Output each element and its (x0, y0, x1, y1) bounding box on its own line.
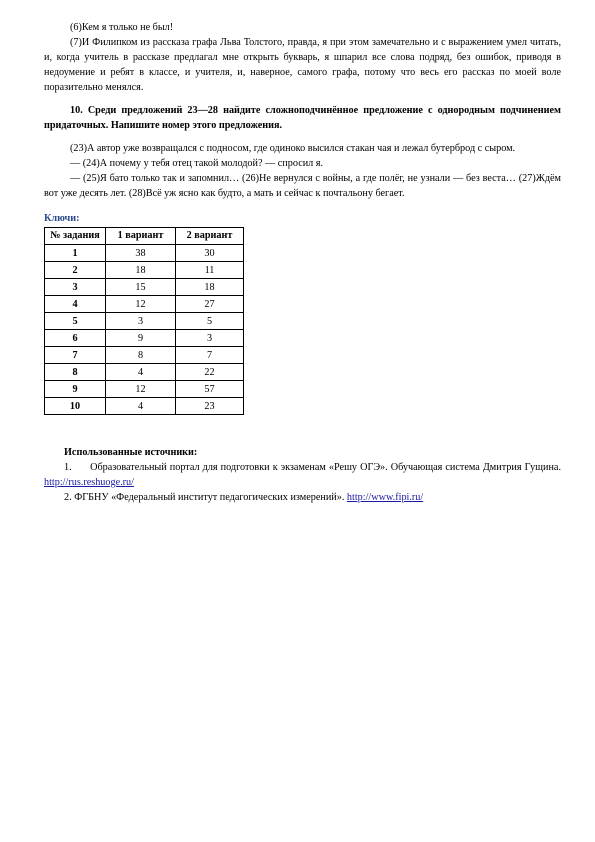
table-row (45, 296, 244, 313)
table-row (45, 398, 244, 415)
cell-task-number: 10 (45, 398, 106, 415)
passage-25-28: — (25)Я бато только так и запомнил… (26)Не вернулся с войны, а где полёг, не узнали — без веста… (27)Ждём вот уже десять лет. (28)Всё уж ясно как будто, а мать и сейчас к почтальону бегает. (44, 173, 561, 199)
source-item-2-text: 2. ФГБНУ «Федеральный институт педагогических измерений». (64, 492, 345, 503)
cell-variant-1: 3 (106, 313, 176, 330)
text-paragraph-7: (7)И Филипком из рассказа графа Льва Толстого, правда, я при этом замечательно и с выражением умел читать, и, когда учитель в рассказе предлагал мне открыть букварь, я шпарил все слова подряд, без ошибок, приводя в недоумение и ребят в классе, и учителя, и, наверное, самого графа, потому что весь его рассказ по моей воле поразительно менялся. (44, 37, 561, 93)
cell-variant-2: 18 (176, 279, 244, 296)
cell-variant-2: 23 (176, 398, 244, 415)
header-task-number: № задания (45, 228, 106, 245)
text-line-6: (6)Кем я только не был! (70, 22, 174, 33)
sources-section (44, 445, 561, 505)
table-row (45, 381, 244, 398)
cell-variant-2: 57 (176, 381, 244, 398)
table-header-row (45, 228, 244, 245)
table-row (45, 330, 244, 347)
cell-variant-2: 5 (176, 313, 244, 330)
cell-task-number: 8 (45, 364, 106, 381)
table-row (45, 245, 244, 262)
document-page (44, 20, 561, 505)
cell-variant-1: 38 (106, 245, 176, 262)
source-item-1-text: Образовательный портал для подготовки к экзаменам «Решу ОГЭ». Обучающая система Дмитрия Гущина. (90, 462, 561, 473)
cell-variant-1: 4 (106, 364, 176, 381)
cell-task-number: 1 (45, 245, 106, 262)
task-10: 10. Среди предложений 23—28 найдите сложноподчинённое предложение с однородным подчинением придаточных. Напишите номер этого предложения. (44, 105, 561, 131)
cell-variant-1: 8 (106, 347, 176, 364)
cell-variant-1: 15 (106, 279, 176, 296)
cell-variant-2: 22 (176, 364, 244, 381)
source-item-2 (44, 490, 561, 505)
cell-task-number: 6 (45, 330, 106, 347)
cell-task-number: 9 (45, 381, 106, 398)
cell-task-number: 7 (45, 347, 106, 364)
answer-key-table (44, 227, 244, 415)
cell-variant-1: 12 (106, 381, 176, 398)
table-row (45, 262, 244, 279)
cell-task-number: 2 (45, 262, 106, 279)
cell-variant-1: 18 (106, 262, 176, 279)
cell-variant-2: 30 (176, 245, 244, 262)
source-item-1-number: 1. (64, 462, 72, 473)
source-item-1-link[interactable]: http://rus.reshuoge.ru/ (44, 477, 134, 488)
cell-variant-2: 3 (176, 330, 244, 347)
table-row (45, 364, 244, 381)
cell-variant-1: 12 (106, 296, 176, 313)
cell-variant-1: 9 (106, 330, 176, 347)
sources-title: Использованные источники: (64, 447, 198, 458)
answer-key-body (45, 245, 244, 415)
cell-variant-2: 7 (176, 347, 244, 364)
cell-variant-2: 27 (176, 296, 244, 313)
keys-heading: Ключи: (44, 213, 80, 224)
source-item-2-link[interactable]: http://www.fipi.ru/ (346, 492, 424, 503)
passage-24: — (24)А почему у тебя отец такой молодой? — спросил я. (70, 158, 324, 169)
source-item-1 (44, 460, 561, 490)
cell-variant-1: 4 (106, 398, 176, 415)
passage-23: (23)А автор уже возвращался с подносом, где одиноко высился стакан чая и лежал бутерброд с сыром. (70, 143, 516, 154)
cell-variant-2: 11 (176, 262, 244, 279)
cell-task-number: 5 (45, 313, 106, 330)
cell-task-number: 3 (45, 279, 106, 296)
header-variant-1: 1 вариант (106, 228, 176, 245)
table-row (45, 347, 244, 364)
table-row (45, 279, 244, 296)
cell-task-number: 4 (45, 296, 106, 313)
table-row (45, 313, 244, 330)
header-variant-2: 2 вариант (176, 228, 244, 245)
